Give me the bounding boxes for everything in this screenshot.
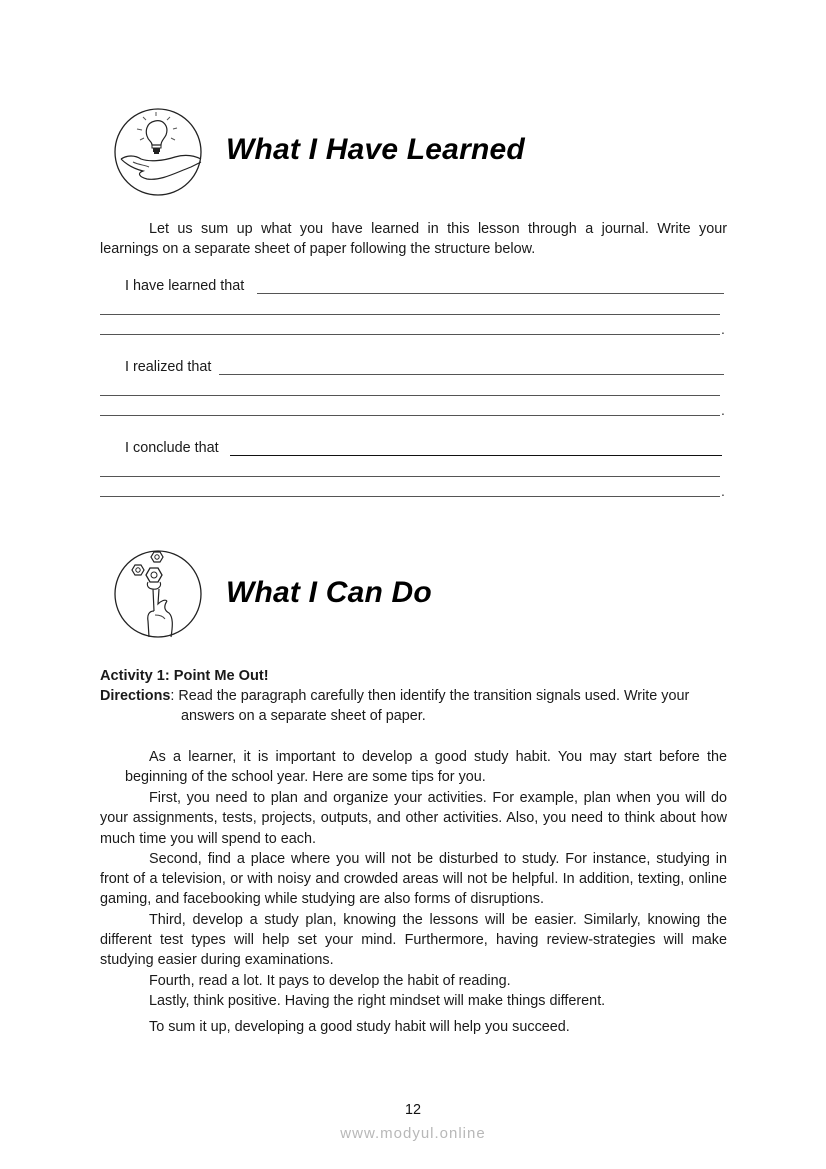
passage-paragraph: Second, find a place where you will not be disturbed to study. For instance, studying in front of a television, or with noisy and crowded areas will not be helpful. In addition, texting, online gaming, and facebooking while studying are also forms of disruptions. <box>100 850 727 908</box>
passage-paragraph: Lastly, think positive. Having the right mindset will make things different. <box>149 992 606 1009</box>
passage-paragraph: As a learner, it is important to develop a good study habit. You may start before the beginning of the school year. Here are some tips for you. <box>125 749 727 786</box>
reading-passage-body <box>100 788 727 1038</box>
end-mark: . <box>721 321 725 337</box>
activity-title: Activity 1: Point Me Out! <box>100 668 269 684</box>
prompt-label: I realized that <box>125 359 212 375</box>
end-mark: . <box>721 483 725 499</box>
reading-passage <box>125 747 727 788</box>
answer-line[interactable] <box>100 496 720 497</box>
answer-line[interactable] <box>230 455 722 456</box>
end-mark: . <box>721 402 725 418</box>
prompt-realized-that <box>100 359 726 379</box>
answer-line[interactable] <box>257 293 724 294</box>
passage-paragraph: Fourth, read a lot. It pays to develop the habit of reading. <box>149 972 511 989</box>
directions-label: Directions <box>100 688 171 704</box>
section-title-what-i-can-do: What I Can Do <box>226 576 432 609</box>
passage-paragraph: First, you need to plan and organize your activities. For example, plan when you will do your assignments, tests, projects, outputs, and other activities. Also, you need to think about how much time you will spend to each. <box>100 790 727 847</box>
lightbulb-hand-icon <box>113 107 203 197</box>
learned-intro-line-2: learnings on a separate sheet of paper following the structure below. <box>100 241 536 258</box>
passage-paragraph: Third, develop a study plan, knowing the lessons will be easier. Similarly, knowing the different test types will help set your mind. Furthermore, having review-strategies will make studying easier during examinations. <box>100 911 727 969</box>
answer-line[interactable] <box>100 476 720 477</box>
finger-gears-icon <box>113 549 203 639</box>
prompt-label: I conclude that <box>125 440 219 456</box>
answer-line[interactable] <box>100 395 720 396</box>
directions-text: : Read the paragraph carefully then identify the transition signals used. Write your <box>170 688 690 704</box>
page-number: 12 <box>404 1102 421 1118</box>
passage-conclusion: To sum it up, developing a good study habit will help you succeed. <box>149 1019 570 1036</box>
answer-line[interactable] <box>100 415 720 416</box>
learned-intro-line-1: Let us sum up what you have learned in this lesson through a journal. Write your <box>149 221 727 237</box>
learned-intro <box>100 219 727 260</box>
prompt-learned-that <box>100 278 726 298</box>
answer-line[interactable] <box>219 374 724 375</box>
prompt-conclude-that <box>100 440 726 460</box>
directions-text-cont: answers on a separate sheet of paper. <box>181 708 426 724</box>
prompt-label: I have learned that <box>125 278 245 294</box>
directions <box>100 686 730 706</box>
answer-line[interactable] <box>100 314 720 315</box>
section-title-what-i-have-learned: What I Have Learned <box>226 133 525 166</box>
watermark: www.modyul.online <box>340 1125 486 1142</box>
answer-line[interactable] <box>100 334 720 335</box>
